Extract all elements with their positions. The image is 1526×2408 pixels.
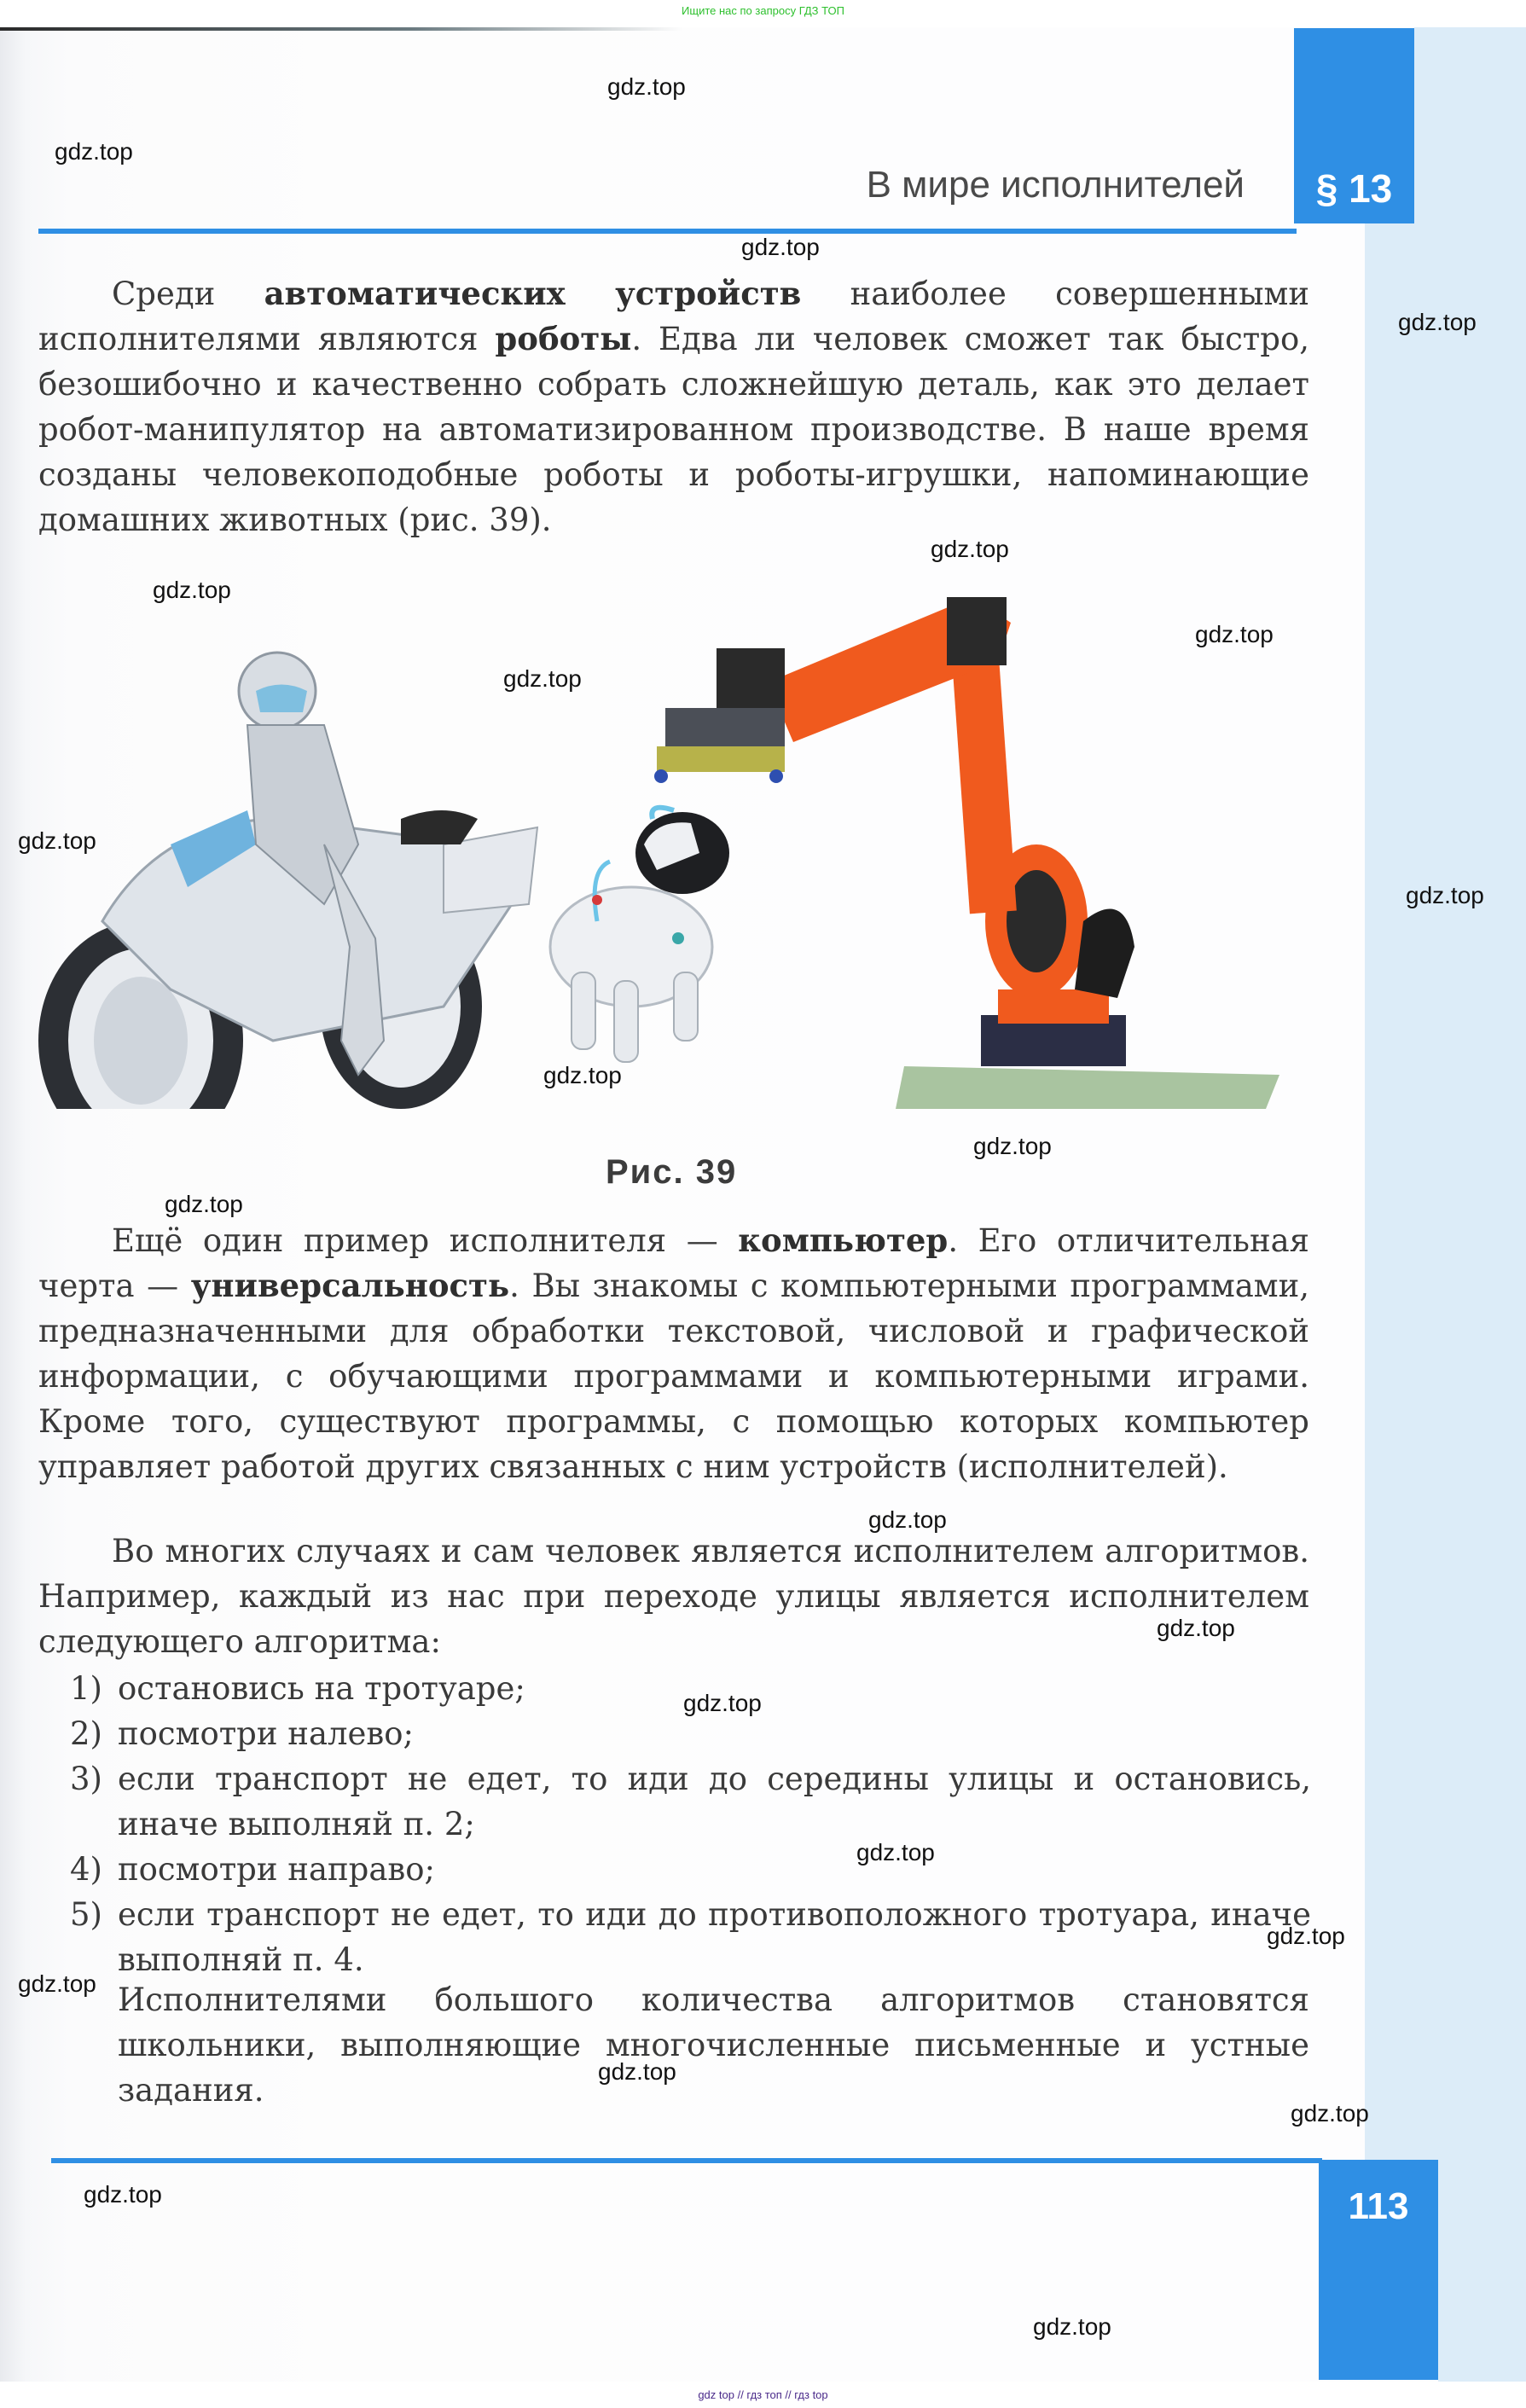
right-margin-strip-body [1365,223,1526,2160]
bottom-banner [0,2382,1526,2408]
industrial-robot-arm-icon [654,597,1279,1109]
text-run: . Вы знакомы с компьютерными программами, предназначенными для обработки текстовой, числовой и графической информации, с обучающими программами и компьютерными играми. Кроме того, существуют программы, с помощью которых компьютер управляет работой других связанных с ним устройств (исполнителей). [38,1268,1309,1485]
paragraph-robots [38,271,1309,543]
watermark: gdz.top [1195,621,1274,647]
step-number: 5) [70,1896,102,1933]
watermark: gdz.top [55,138,133,165]
paragraph-text: Во многих случаях и сам человек является исполнителем алгоритмов. Например, каждый из нас при переходе улицы является исполнителем следующего алгоритма: [38,1533,1309,1660]
watermark: gdz.top [683,1690,762,1716]
right-margin-strip-bottom [1438,2160,1526,2382]
watermark: gdz.top [1267,1923,1345,1949]
watermark: gdz.top [165,1191,243,1217]
term-automatic-devices: автоматических устройств [264,275,802,312]
step-text: посмотри налево; [118,1715,414,1752]
watermark: gdz.top [18,827,96,854]
watermark: gdz.top [1157,1615,1235,1641]
figure-caption: Рис. 39 [606,1153,738,1191]
watermark: gdz.top [503,665,582,692]
paragraph-human-executor [38,1529,1309,1664]
header-rule [38,229,1297,234]
watermark: gdz.top [931,536,1009,562]
page-number-tab [1319,2160,1438,2380]
page-number: 113 [1348,2185,1409,2227]
robots-illustration [0,563,1297,1109]
robot-motorcycle-icon [38,653,537,1109]
watermark: gdz.top [1406,882,1484,908]
paragraph-computer [38,1218,1309,1489]
list-item [70,1847,1311,1892]
watermark: gdz.top [741,234,820,260]
watermark: gdz.top [607,73,686,100]
watermark: gdz.top [856,1839,935,1865]
watermark: gdz.top [84,2181,162,2208]
step-text: если транспорт не едет, то иди до середины улицы и остановись, иначе выполняй п. 2; [118,1761,1311,1842]
page-edge-shadow [0,27,682,31]
watermark: gdz.top [1398,309,1477,335]
term-universality: универсальность [190,1267,510,1304]
section-tab [1294,28,1414,223]
right-margin-strip [1414,27,1526,223]
paragraph-text: Исполнителями большого количества алгоритмов становятся школьники, выполняющие многочисленные письменные и устные задания. [118,1982,1309,2109]
list-item [70,1711,1311,1756]
step-number: 4) [70,1851,102,1888]
watermark: gdz.top [598,2058,676,2085]
robot-dog-icon [550,808,729,1062]
watermark: gdz.top [1291,2100,1369,2127]
watermark: gdz.top [868,1506,947,1533]
step-text: посмотри направо; [118,1851,435,1888]
term-robots: роботы [495,320,632,357]
figure-39 [0,563,1297,1109]
step-number: 2) [70,1715,102,1752]
section-number: § 13 [1315,166,1393,211]
footer-rule [51,2158,1322,2163]
list-item [70,1756,1311,1847]
term-computer: компьютер [738,1221,949,1259]
text-run: Среди [112,276,264,312]
chapter-title: В мире исполнителей [866,164,1245,206]
text-run: Ещё один пример исполнителя — [112,1222,739,1259]
top-banner-text: Ищите нас по запросу ГДЗ ТОП [682,4,844,17]
step-number: 3) [70,1761,102,1797]
top-banner [0,0,1526,27]
step-text: остановись на тротуаре; [118,1670,525,1707]
watermark: gdz.top [973,1133,1052,1159]
watermark: gdz.top [18,1970,96,1997]
text-run: наиболее совершенными исполнителями являются [38,276,1309,357]
text-run: . Едва ли человек сможет так быстро, безошибочно и качественно собрать сложнейшую деталь, как это делает робот-манипулятор на автоматизированном производстве. В наше время созданы человекоподобные роботы и роботы-игрушки, напоминающие домашних животных (рис. 39). [38,321,1309,538]
bottom-banner-text: gdz top // гдз топ // гдз top [698,2388,828,2401]
watermark: gdz.top [153,577,231,603]
paragraph-students [118,1977,1309,2113]
watermark: gdz.top [1033,2313,1111,2340]
step-number: 1) [70,1670,102,1707]
watermark: gdz.top [543,1062,622,1088]
list-item [70,1892,1311,1982]
step-text: если транспорт не едет, то иди до противоположного тротуара, иначе выполняй п. 4. [118,1896,1311,1978]
text-run: . Его отличительная черта — [38,1222,1310,1304]
